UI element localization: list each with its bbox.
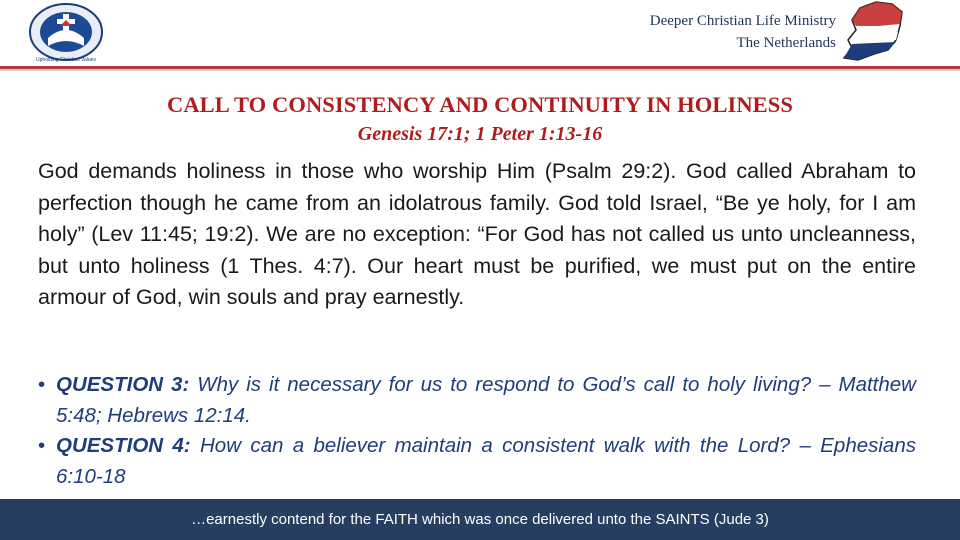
question-label: QUESTION 4: bbox=[56, 434, 191, 457]
scripture-reference: Genesis 17:1; 1 Peter 1:13-16 bbox=[357, 123, 603, 145]
page-title: CALL TO CONSISTENCY AND CONTINUITY IN HOLINESS bbox=[166, 92, 794, 117]
question-text: Why is it necessary for us to respond to God’s call to holy living? – Matthew 5:48; Hebrews 12:14. bbox=[56, 373, 916, 427]
organization-name bbox=[650, 10, 836, 54]
footer-bar bbox=[0, 499, 960, 540]
header-grey-stripe bbox=[0, 69, 960, 71]
org-line-2: The Netherlands bbox=[736, 35, 836, 51]
bullet: • bbox=[38, 373, 46, 396]
question-item bbox=[38, 370, 916, 431]
question-label: QUESTION 3: bbox=[56, 373, 190, 396]
netherlands-map-icon bbox=[838, 0, 908, 64]
question-item bbox=[38, 431, 916, 492]
body-paragraph: God demands holiness in those who worship Him (Psalm 29:2). God called Abraham to perfection though he came from an idolatrous family. God told Israel, “Be ye holy, for I am holy” (Lev 11:45; 19:2). We are no exception: “For God has not called us unto uncleanness, but unto holiness (1 Thes. 4:7). Our heart must be purified, we must put on the entire armour of God, win souls and pray earnestly. bbox=[38, 159, 916, 309]
footer-text: …earnestly contend for the FAITH which was once delivered unto the SAINTS (Jude 3) bbox=[191, 511, 769, 528]
logo-caption: Upholding Christian Values bbox=[36, 57, 96, 63]
bullet: • bbox=[38, 434, 46, 457]
question-text: How can a believer maintain a consistent walk with the Lord? – Ephesians 6:10-18 bbox=[56, 434, 916, 488]
org-line-1: Deeper Christian Life Ministry bbox=[649, 13, 836, 29]
question-list bbox=[38, 370, 916, 492]
